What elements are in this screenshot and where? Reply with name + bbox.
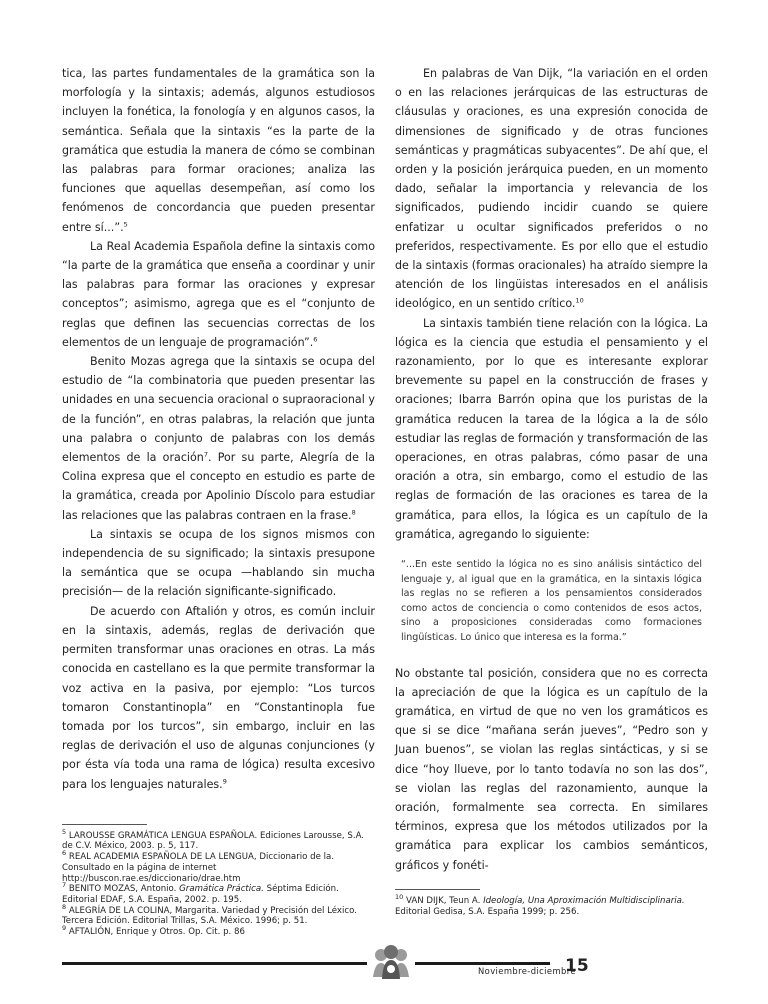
right-column xyxy=(395,64,708,917)
left-column xyxy=(62,64,375,938)
paragraph: Benito Mozas agrega que la sintaxis se ocupa del estudio de “la combinatoria que pueden presentar las unidades en una secuencia oracional o supraoracional y de la función”, en otras palabras, la relación que junta una palabra o conjunto de palabras con los demás elementos de la oración$^7$. Por su parte, Alegría de la Colina expresa que el concepto en estudio es parte de la gramática, creada por Apolinio Díscolo para estudiar las relaciones que las palabras contraen en la frase.$^8$ xyxy=(62,355,375,522)
footnote-ref[interactable]: 9 xyxy=(222,776,227,785)
footnote-divider xyxy=(62,824,147,825)
paragraph: La Real Academia Española define la sintaxis como “la parte de la gramática que enseña a coordinar y unir las palabras para formar las oraciones y expresar conceptos”; asimismo, agrega que es el “conjunto de reglas que definen las secuencias correctas de los elementos de un lenguaje de programación”.$^6$ xyxy=(62,239,375,349)
paragraph: De acuerdo con Aftalión y otros, es común incluir en la sintaxis, además, reglas de derivación que permiten transformar unas oraciones en otras. La más conocida en castellano es la que permite transformar la voz activa en la pasiva, por ejemplo: “Los turcos tomaron Constantinopla” en “Constantinopla fue tomada por los turcos”, sin embargo, incluir en las reglas de derivación el uso de algunas conjunciones (y por ésta vía toda una rama de lógica) resulta excesivo para los lenguajes naturales.$^9$ xyxy=(62,604,375,791)
footnote: $^{10}$ VAN DIJK, Teun A. Ideología, Una Aproximación Multidisciplinaria. Editorial Gedisa, S.A. España 1999; p. 256. xyxy=(395,893,685,917)
footnote: $^8$ ALEGRÍA DE LA COLINA, Margarita. Variedad y Precisión del Léxico. Tercera Edición. Editorial Trillas, S.A. México. 1996; p. 51. xyxy=(62,902,357,927)
paragraph: tica, las partes fundamentales de la gramática son la morfología y la sintaxis; además, algunos estudiosos incluyen la fonética, la fonología y en algunos casos, la semántica. Señala que la sintaxis “es la parte de la gramática que estudia la manera de cómo se combinan las palabras para formar oraciones; analiza las funciones que aquellas desempeñan, así como los fenómenos de concordancia que pueden presentar entre sí...”.$^5$ xyxy=(62,67,375,234)
footnote-divider xyxy=(395,889,480,890)
footnote: $^7$ BENITO MOZAS, Antonio. Gramática Práctica. Séptima Edición. Editorial EDAF, S.A. España, 2002. p. 195. xyxy=(62,881,339,905)
block-quote: “...En este sentido la lógica no es sino análisis sintáctico del lenguaje y, al igual que en la gramática, en la sintaxis lógica las reglas no se refieren a los pensamientos considerados como actos de conciencia o como contenidos de esos actos, sino a proposiciones consideradas como formaciones lingüísticas. Lo único que interesa es la forma.” xyxy=(401,559,702,644)
footnote: $^5$ LAROUSSE GRAMÁTICA LENGUA ESPAÑOLA. Ediciones Larousse, S.A. de C.V. México, 2003. p. 5, 117. xyxy=(62,827,365,852)
footnote-ref[interactable]: 7 xyxy=(203,450,208,459)
people-group-logo-icon xyxy=(367,943,415,983)
paragraph: La sintaxis se ocupa de los signos mismos con independencia de su significado; la sintaxis presupone la semántica que se ocupa —hablando sin mucha precisión— de la relación significante-significado. xyxy=(62,527,375,599)
paragraph: La sintaxis también tiene relación con la lógica. La lógica es la ciencia que estudia el pensamiento y el razonamiento, por lo que es interesante explorar brevemente su papel en la construcción de frases y oraciones; Ibarra Barrón opina que los puristas de la gramática reducen la tarea de la lógica a la de sólo estudiar las reglas de formación y transformación de las operaciones, en otras palabras, cómo pasar de una oración a otra, sin embargo, como el estudio de las reglas de formación de las oraciones es tarea de la gramática, para ellos, la lógica es un capítulo de la gramática, agregando lo siguiente: xyxy=(395,316,708,541)
paragraph: En palabras de Van Dijk, “la variación en el orden o en las relaciones jerárquicas de las estructuras de cláusulas y oraciones, es una expresión conocida de dimensiones de significado y de otras funciones semánticas y pragmáticas subyacentes”. De ahí que, el orden y la posición jerárquica pueden, en un momento dado, señalar la importancia y relevancia de los significados, pudiendo incidir cuando se quiere enfatizar u ocultar significados preferidos o no preferidos, respectivamente. Es por ello que el estudio de la sintaxis (formas oracionales) ha atraído siempre la atención de los lingüistas interesados en el análisis ideológico, en un sentido crítico.$^{10}$ xyxy=(395,67,708,311)
footnote-ref[interactable]: 10 xyxy=(575,296,584,305)
footnote-ref[interactable]: 5 xyxy=(123,219,128,228)
footnotes xyxy=(395,889,708,917)
page-number: 15 xyxy=(565,956,589,976)
footnotes xyxy=(62,824,375,938)
footnote: $^6$ REAL ACADEMIA ESPAÑOLA DE LA LENGUA, Diccionario de la. Consultado en la página de internet http://buscon.rae.es/diccionario/drae.htm xyxy=(62,849,334,884)
paragraph: No obstante tal posición, considera que no es correcta la apreciación de que la lógica es un capítulo de la gramática, en virtud de que no ven los gramáticos es que si se dice “mañana serán jueves”, “Pedro son y Juan buenos”, se violan las reglas sintácticas, y si se dice “hoy llueve, por lo tanto todavía no son las dos”, se violan las reglas del razonamiento, aunque la oración, formalmente sea correcta. En similares términos, expresa que los métodos utilizados por la gramática para explicar los cambios semánticos, gráficos y fonéti- xyxy=(395,666,708,872)
issue-date: Noviembre-diciembre xyxy=(478,966,576,976)
footnote-ref[interactable]: 8 xyxy=(351,507,356,516)
footnote-ref[interactable]: 6 xyxy=(313,335,318,344)
footer-rule xyxy=(62,962,550,965)
footnote: $^9$ AFTALIÓN, Enrique y Otros. Op. Cit. p. 86 xyxy=(62,924,245,938)
